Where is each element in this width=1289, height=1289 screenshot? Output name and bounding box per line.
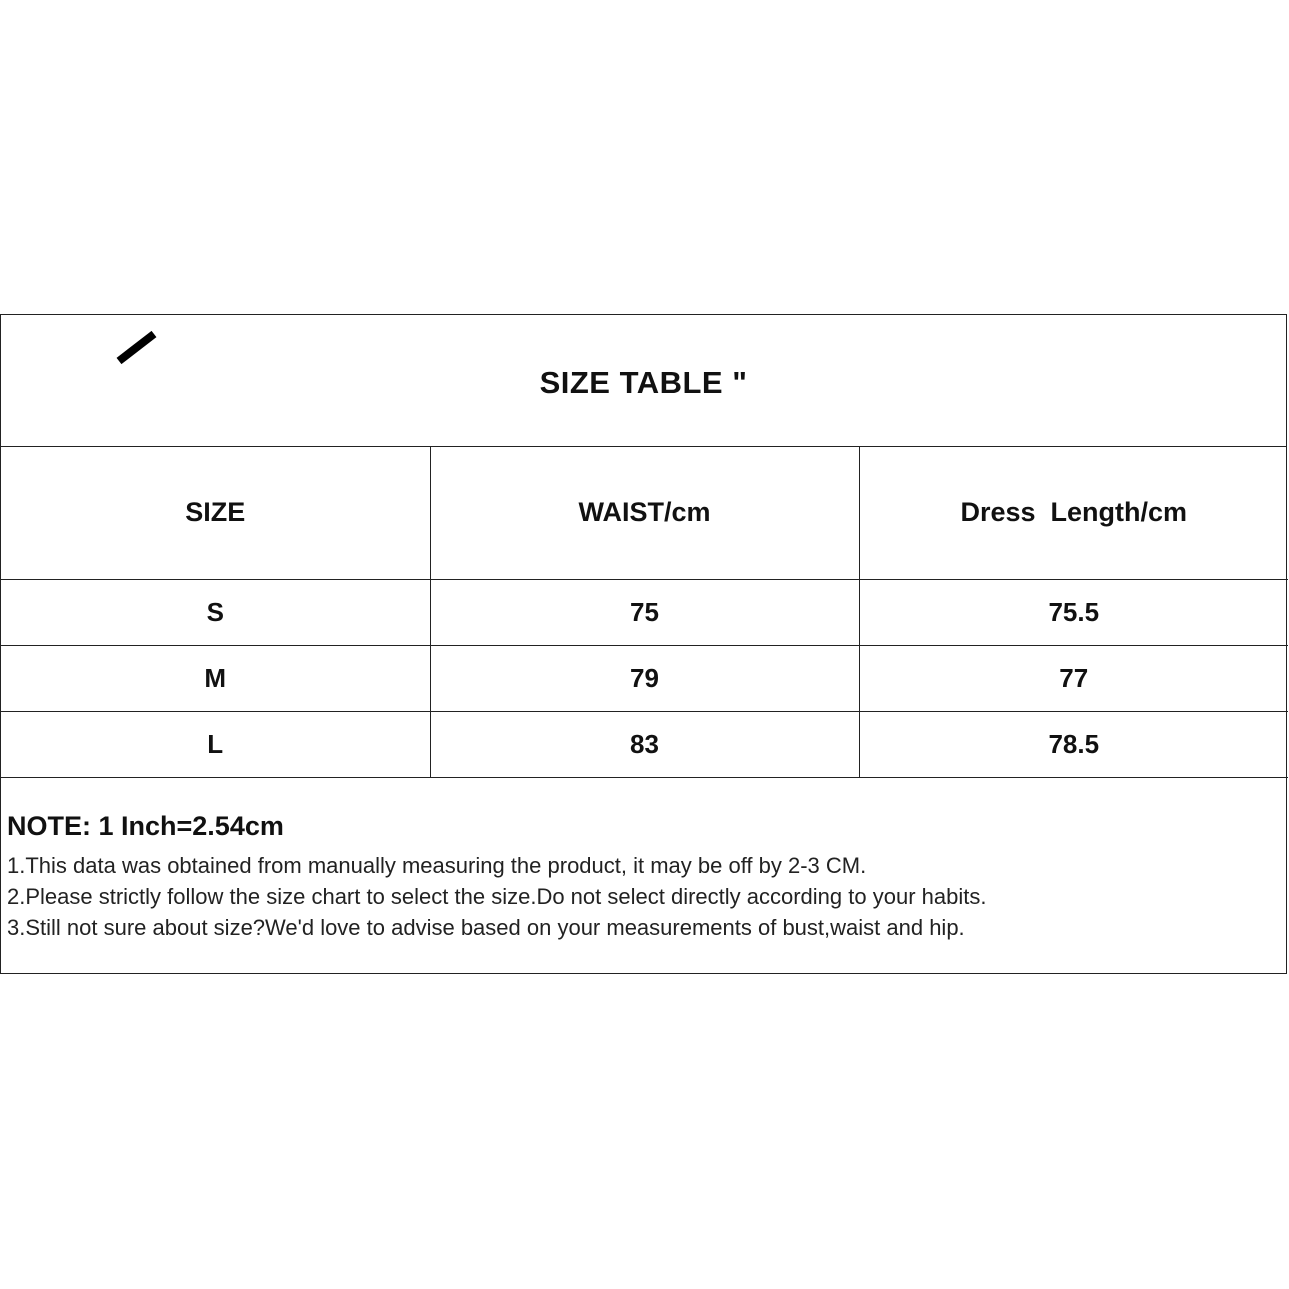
note-heading: NOTE: 1 Inch=2.54cm bbox=[7, 811, 284, 841]
cell-size: S bbox=[1, 579, 430, 645]
note-line: 3.Still not sure about size?We'd love to advise based on your measurements of bust,waist and hip. bbox=[7, 915, 965, 940]
pen-stroke-mark bbox=[114, 329, 160, 365]
table-header-row bbox=[1, 447, 1288, 579]
cell-dress-length: 77 bbox=[859, 645, 1288, 711]
table-row bbox=[1, 645, 1288, 711]
size-chart-sheet bbox=[0, 314, 1287, 974]
cell-waist: 79 bbox=[430, 645, 859, 711]
title-row bbox=[1, 315, 1286, 447]
cell-waist: 83 bbox=[430, 711, 859, 777]
notes-section bbox=[7, 811, 1276, 943]
note-line: 1.This data was obtained from manually measuring the product, it may be off by 2-3 CM. bbox=[7, 853, 867, 878]
header-waist: WAIST/cm bbox=[430, 447, 859, 579]
header-dress-length: Dress Length/cm bbox=[859, 447, 1288, 579]
cell-dress-length: 78.5 bbox=[859, 711, 1288, 777]
page-title: SIZE TABLE " bbox=[539, 365, 748, 400]
header-size: SIZE bbox=[1, 447, 430, 579]
size-table bbox=[1, 447, 1288, 778]
cell-size: M bbox=[1, 645, 430, 711]
note-line: 2.Please strictly follow the size chart to select the size.Do not select directly according to your habits. bbox=[7, 884, 987, 909]
cell-dress-length: 75.5 bbox=[859, 579, 1288, 645]
cell-waist: 75 bbox=[430, 579, 859, 645]
table-row bbox=[1, 711, 1288, 777]
cell-size: L bbox=[1, 711, 430, 777]
table-row bbox=[1, 579, 1288, 645]
